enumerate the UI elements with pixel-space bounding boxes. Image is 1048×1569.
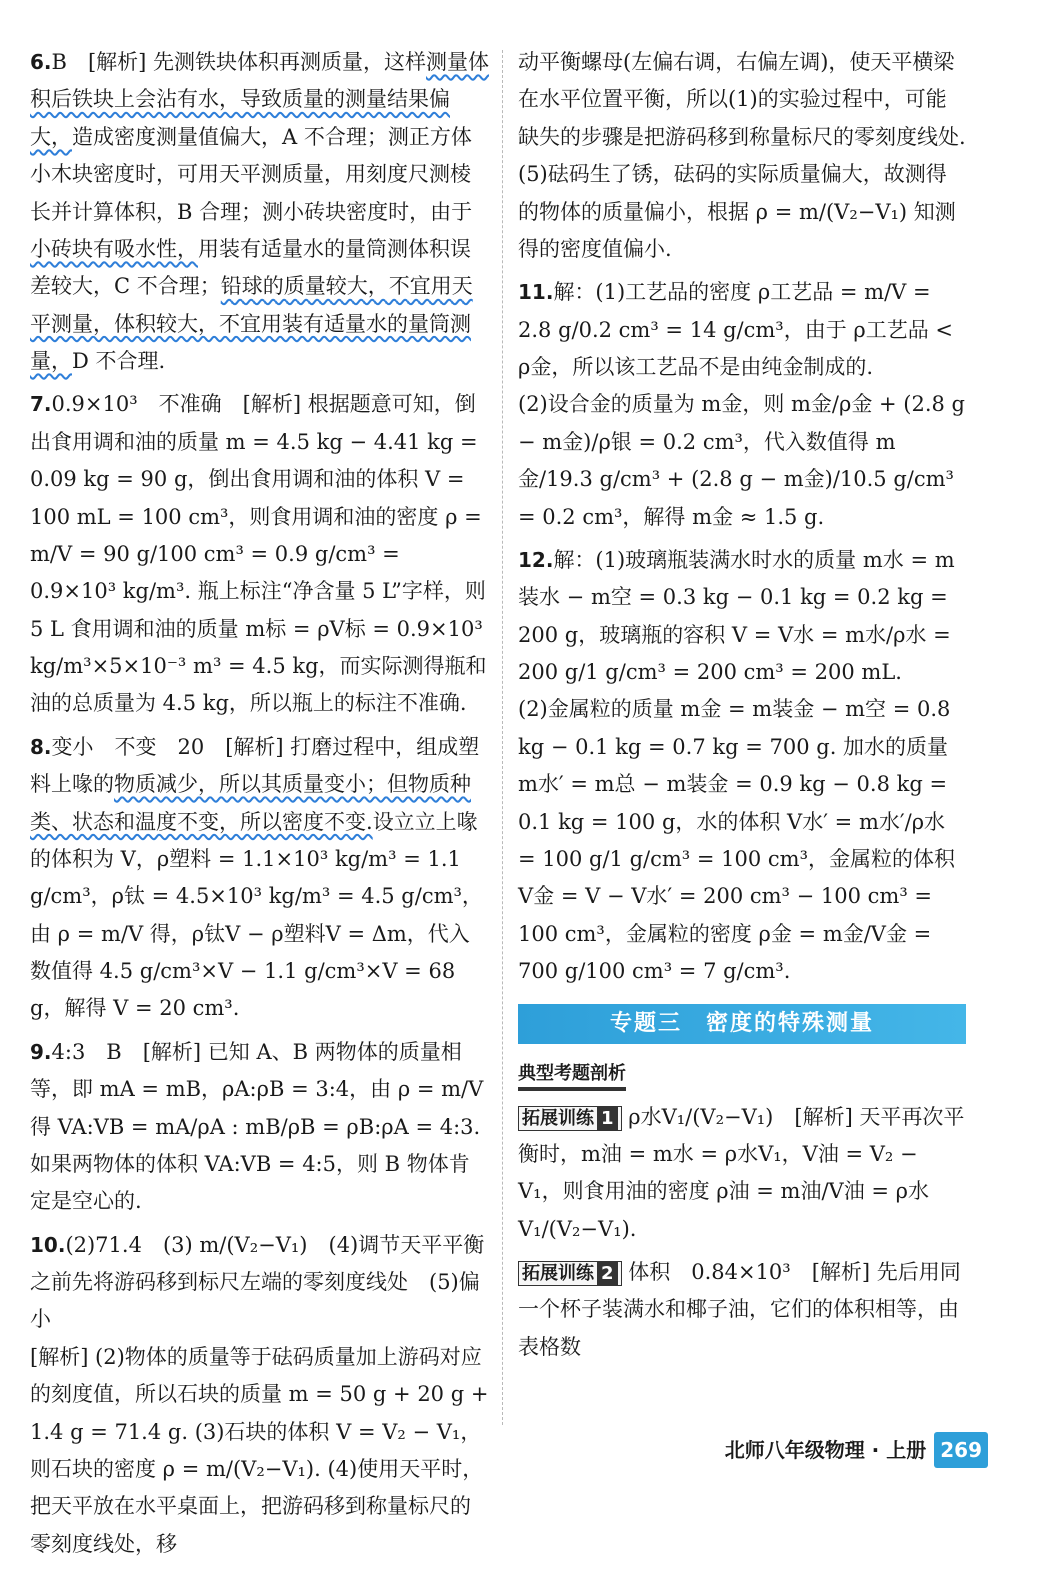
analysis-text: [解析] (2)物体的质量等于砝码质量加上游码对应的刻度值，所以石块的质量 m = 50 g + 20 g + 1.4 g = 71.4 g. (3)石块的体积 V = V₂ − V₁，则石块的密度 ρ = m/(V₂−V₁). (4)使用天平时，把天平放在水平桌面上，把游码移到称量标尺的零刻度线处，移 [30, 1344, 489, 1556]
question-number: 10. [30, 1232, 66, 1257]
extension-tag-number: 2 [597, 1262, 618, 1285]
question-number: 8. [30, 734, 52, 759]
answer-text: 设立立上喙的体积为 V，ρ塑料 = 1.1×10³ kg/m³ = 1.1 g/cm³，ρ钛 = 4.5×10³ kg/m³ = 4.5 g/cm³，由 ρ = m/V 得，ρ钛V − ρ塑料V = Δm，代入数值得 4.5 g/cm³×V − 1.1 g/cm³×V = 68 g，解得 V = 20 cm³. [30, 809, 483, 1021]
answer-text: B [解析] 先测铁块体积再测质量，这样 [51, 50, 427, 74]
answer-text: 用装有适量水的量筒测体积误差较大，C 不合理； [30, 236, 471, 299]
page-number: 269 [934, 1432, 988, 1468]
extension-tag [518, 1261, 622, 1286]
answer-text: 4:3 B [解析] 已知 A、B 两物体的质量相等，即 mA = mB，ρA:ρB = 3:4，由 ρ = m/V 得 VA:VB = mA/ρA : mB/ρB = ρB:ρA = 4:3. 如果两物体的体积 VA:VB = 4:5，则 B 物体肯定是空心的. [30, 1039, 484, 1214]
extension-tag-label: 拓展训练 [522, 1263, 594, 1285]
question-number: 11. [518, 280, 554, 305]
extension-text: 体积 0.84×10³ [解析] 先后用同一个杯子装满水和椰子油，它们的体积相等，由表格数 [518, 1260, 961, 1359]
answer-10 [30, 1227, 490, 1563]
page-footer [725, 1432, 988, 1468]
question-number: 12. [518, 547, 554, 572]
answer-text: 变小 不变 20 [解析] 打磨过程中，组成塑料上喙的 [30, 734, 480, 797]
analysis-text: 动平衡螺母(左偏右调，右偏左调)，使天平横梁在水平位置平衡，所以(1)的实验过程中，可能缺失的步骤是把游码移到称量标尺的零刻度线处. [518, 50, 966, 149]
solution-text: (2)金属粒的质量 m金 = m装金 − m空 = 0.8 kg − 0.1 kg = 0.7 kg = 700 g. 加水的质量 m水′ = m总 − m装金 = 0.9 kg − 0.8 kg = 0.1 kg = 100 g，水的体积 V水′ = m水′/ρ水 = 100 g/1 g/cm³ = 100 cm³，金属粒的体积 V金 = V − V水′ = 200 cm³ − 100 cm³ = 100 cm³，金属粒的密度 ρ金 = m金/V金 = 700 g/100 cm³ = 7 g/cm³. [518, 697, 955, 983]
column-divider [502, 50, 503, 1425]
solution-text: (2)设合金的质量为 m金，则 m金/ρ金 + (2.8 g − m金)/ρ银 = 0.2 cm³，代入数值得 m金/19.3 g/cm³ + (2.8 g − m金)/10.5 g/cm³ = 0.2 cm³，解得 m金 ≈ 1.5 g. [518, 392, 965, 529]
extension-tag-label: 拓展训练 [522, 1107, 594, 1129]
topic-banner: 专题三 密度的特殊测量 [518, 1004, 966, 1044]
answer-7 [30, 386, 490, 722]
answer-text: 造成密度测量值偏大，A 不合理；测正方体小木块密度时，可用天平测质量，用刻度尺测棱长并计算体积，B 合理；测小砖块密度时，由于 [30, 124, 473, 224]
extension-text: ρ水V₁/(V₂−V₁) [解析] 天平再次平衡时，m油 = m水 = ρ水V₁，V油 = V₂ − V₁，则食用油的密度 ρ油 = m油/V油 = ρ水V₁/(V₂−V₁). [518, 1104, 965, 1241]
section-title: 典型考题剖析 [518, 1061, 626, 1090]
analysis-text: (5)砝码生了锈，砝码的实际质量偏大，故测得的物体的质量偏小，根据 ρ = m/(V₂−V₁) 知测得的密度值偏小. [518, 162, 956, 261]
highlighted-text: 物质减少，所以其质量变小；但物质种类、状态和温度不变，所以密度不变. [30, 772, 471, 834]
highlighted-text: 测量体积后铁块上会沾有水，导致质量的测量结果偏大， [30, 50, 490, 149]
highlighted-text: 铅球的质量较大，不宜用天平测量，体积较大，不宜用装有适量水的量筒测量， [30, 274, 473, 373]
answer-10-continued [518, 44, 966, 268]
answer-12 [518, 542, 966, 991]
extension-1 [518, 1099, 966, 1249]
question-number: 9. [30, 1039, 52, 1064]
answer-text: 0.9×10³ 不准确 [解析] 根据题意可知，倒出食用调和油的质量 m = 4.5 kg − 4.41 kg = 0.09 kg = 90 g，倒出食用调和油的体积 V = 100 mL = 100 cm³，则食用调和油的密度 ρ = m/V = 90 g/100 cm³ = 0.9 g/cm³ = 0.9×10³ kg/m³. 瓶上标注“净含量 5 L”字样，则 5 L 食用调和油的质量 m标 = ρV标 = 0.9×10³ kg/m³×5×10⁻³ m³ = 4.5 kg，而实际测得瓶和油的总质量为 4.5 kg，所以瓶上的标注不准确. [30, 392, 487, 716]
right-column [518, 44, 966, 1372]
question-number: 6. [30, 50, 52, 74]
answer-text: D 不合理. [72, 349, 166, 373]
answer-6 [30, 44, 490, 380]
extension-tag-number: 1 [597, 1107, 618, 1130]
answer-8 [30, 729, 490, 1028]
highlighted-text: 小砖块有吸水性， [30, 236, 198, 261]
answer-text: (2)71.4 (3) m/(V₂−V₁) (4)调节天平平衡之前先将游码移到标尺左端的零刻度线处 (5)偏小 [30, 1232, 485, 1332]
answer-9 [30, 1034, 490, 1221]
solution-text: 解：(1)玻璃瓶装满水时水的质量 m水 = m装水 − m空 = 0.3 kg − 0.1 kg = 0.2 kg = 200 g，玻璃瓶的容积 V = V水 = m水/ρ水 = 200 g/1 g/cm³ = 200 cm³ = 200 mL. [518, 547, 955, 684]
left-column [30, 44, 490, 1569]
solution-text: 解：(1)工艺品的密度 ρ工艺品 = m/V = 2.8 g/0.2 cm³ = 14 g/cm³，由于 ρ工艺品 < ρ金，所以该工艺品不是由纯金制成的. [518, 280, 954, 379]
question-number: 7. [30, 392, 52, 417]
extension-2 [518, 1254, 966, 1366]
answer-11 [518, 274, 966, 536]
book-title: 北师八年级物理 · 上册 [724, 1438, 927, 1462]
extension-tag [518, 1106, 622, 1131]
